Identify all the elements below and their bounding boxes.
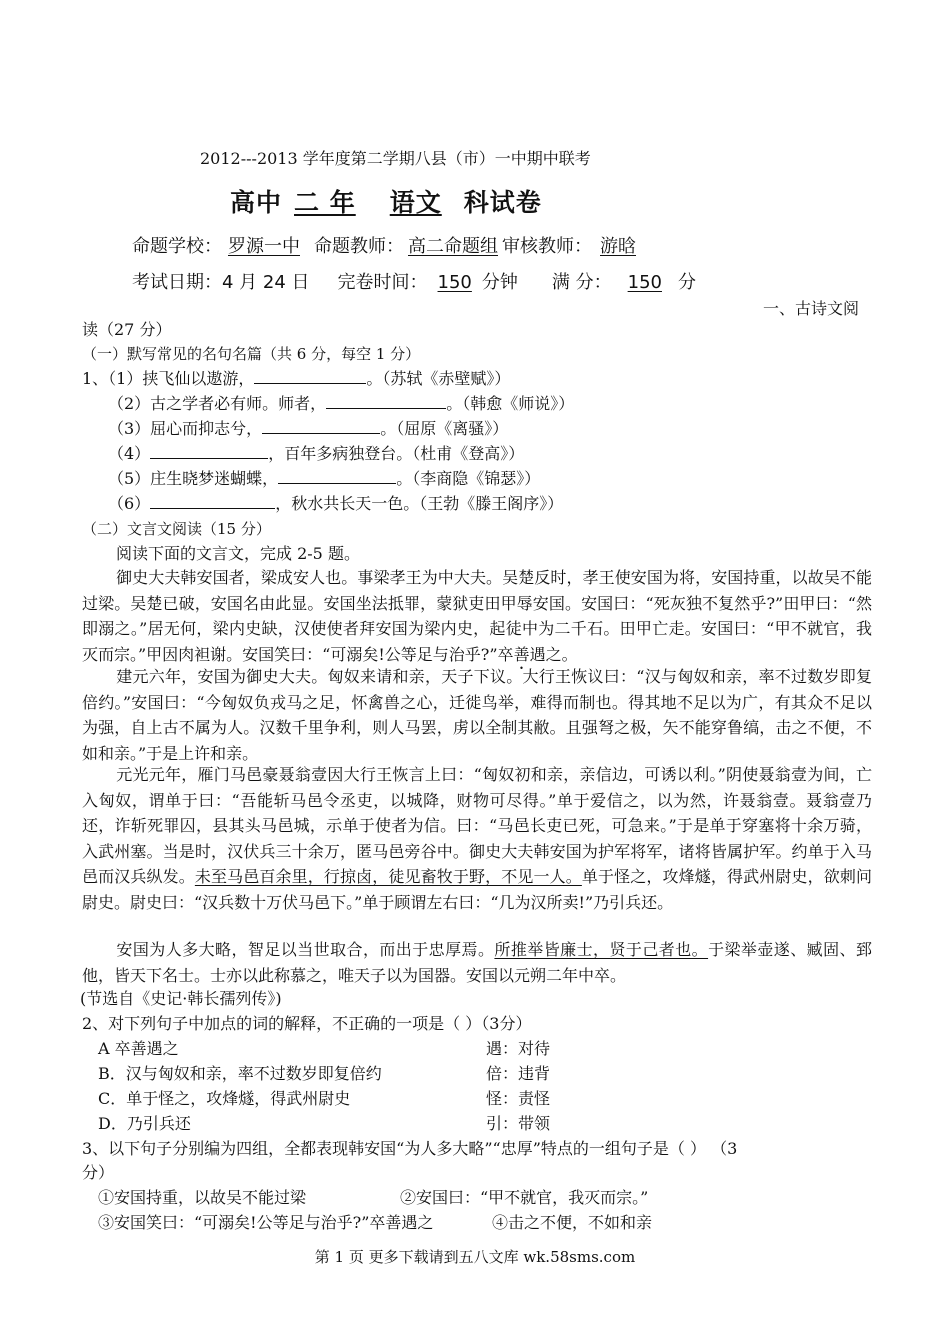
title-grade: 二 年 <box>294 188 356 217</box>
school-value: 罗源一中 <box>228 236 300 257</box>
score-value: 150 <box>627 272 662 293</box>
q1-item-5: （5）庄生晓梦迷蝴蝶， 。（李商隐《锦瑟》） <box>108 469 541 488</box>
question-3: 3、以下句子分别编为四组，全都表现韩安国“为人多大略”“忠厚”特点的一组句子是（ ） （3 <box>82 1139 738 1158</box>
time-unit: 分钟 <box>481 272 518 293</box>
page-footer: 第 1 页 更多下载请到五八文库 wk.58sms.com <box>314 1248 636 1266</box>
q1-item-2: （2）古之学者必有师。师者， 。（韩愈《师说》） <box>108 394 575 413</box>
reading-intro: 阅读下面的文言文，完成 2-5 题。 <box>116 544 360 563</box>
dotted-word: 善 <box>513 644 530 664</box>
answer-blank[interactable] <box>254 369 366 384</box>
passage-paragraph-1: 御史大夫韩安国者，梁成安人也。事梁孝王为中大夫。吴楚反时，孝王使安国为将，安国持重，以故吴不能过梁。吴楚已破，安国名由此显。安国坐法抵罪，蒙狱吏田甲辱安国。安国曰：“死灰独不复然乎?”田甲曰：“然即溺之。”居无何，梁内史缺，汉使使者拜安国为梁内史，起徒中为二千石。田甲亡走。安国曰：“甲不就官，我灭而宗。”甲因肉袒谢。安国笑曰：“可溺矣!公等足与治乎?”卒善遇之。 <box>82 568 872 664</box>
teacher-value: 高二命题组 <box>408 236 498 257</box>
passage-source: (节选自《史记·韩长孺列传》) <box>80 989 282 1008</box>
title-suffix: 科试卷 <box>463 188 542 217</box>
exam-title <box>230 183 542 219</box>
q3-row-1: ①安国持重，以故吴不能过梁 ②安国曰：“甲不就官，我灭而宗。” <box>98 1188 649 1207</box>
exam-date: 考试日期：4 月 24 日 <box>132 272 310 293</box>
school-label: 命题学校： <box>132 236 222 257</box>
question-3-cont: 分） <box>82 1163 115 1182</box>
passage-paragraph-2: 建元六年，安国为御史大夫。匈奴来请和亲，天子下议。大行王恢议曰：“汉与匈奴和亲，率不过数岁即复倍约。”安国曰：“今匈奴负戎马之足，怀禽兽之心，迁徙鸟举，难得而制也。得其地不足以为广，有其众不足以为强，自上古不属为人。汉数千里争利，则人马罢，虏以全制其敝。且强弩之极，矢不能穿鲁缟，击之不便，不如和亲。”于是上许和亲。 <box>82 667 872 763</box>
q1-item-1: 1、（1）挟飞仙以遨游， 。（苏轼《赤壁赋》） <box>82 369 511 388</box>
time-label: 完卷时间： <box>337 272 428 293</box>
q1-item-3: （3）屈心而抑志兮， 。（屈原《离骚》） <box>108 419 509 438</box>
exam-authors-line <box>132 232 644 258</box>
q3-row-2: ③安国笑曰：“可溺矣!公等足与治乎?”卒善遇之 ④击之不便，不如和亲 <box>98 1213 653 1232</box>
q2-option-d: D．乃引兵还 引：带领 <box>98 1114 551 1133</box>
answer-blank[interactable] <box>262 419 380 434</box>
passage-paragraph-3: 元光元年，雁门马邑豪聂翁壹因大行王恢言上曰：“匈奴初和亲，亲信边，可诱以利。”阴使聂翁壹为间，亡入匈奴，谓单于曰：“吾能斩马邑令丞吏，以城降，财物可尽得。”单于爱信之，以为然，许聂翁壹。聂翁壹乃还，诈斩死罪囚，县其头马邑城，示单于使者为信。曰：“马邑长吏已死，可急来。”于是单于穿塞将十余万骑，入武州塞。当是时，汉伏兵三十余万，匿马邑旁谷中。御史大夫韩安国为护军将军，诸将皆属护军。约单于入马邑而汉兵纵发。未至马邑百余里，行掠卤，徒见畜牧于野，不见一人。单于怪之，攻烽燧，得武州尉史，欲刺问尉史。尉史曰：“汉兵数十万伏马邑下。”单于顾谓左右曰：“几为汉所卖!”乃引兵还。 <box>82 765 872 912</box>
answer-blank[interactable] <box>326 394 446 409</box>
answer-blank[interactable] <box>150 444 268 459</box>
underlined-sentence: 未至马邑百余里，行掠卤，徒见畜牧于野，不见一人。 <box>194 867 582 886</box>
q2-option-a: A 卒善遇之 遇：对待 <box>98 1039 551 1058</box>
q2-option-b: B．汉与匈奴和亲，率不过数岁即复倍约 倍：违背 <box>98 1064 551 1083</box>
q2-option-c: C．单于怪之，攻烽燧，得武州尉史 怪：责怪 <box>98 1089 551 1108</box>
answer-blank[interactable] <box>150 494 275 509</box>
score-label: 满 分： <box>551 272 612 293</box>
title-subject: 语文 <box>389 188 442 217</box>
underlined-sentence: 所推举皆廉士，贤于己者也。 <box>494 940 709 959</box>
question-2: 2、对下列句子中加点的词的解释，不正确的一项是（ ）（3分） <box>82 1014 532 1033</box>
section-title-part1: 一、古诗文阅 <box>763 299 860 318</box>
reviewer-label: 审核教师： <box>502 236 592 257</box>
title-prefix: 高中 <box>230 188 283 217</box>
subsection-1-title: （一）默写常见的名句名篇（共 6 分，每空 1 分） <box>82 345 421 363</box>
q1-item-4: （4） ，百年多病独登台。（杜甫《登高》） <box>108 444 525 463</box>
passage-paragraph-4: 安国为人多大略，智足以当世取合，而出于忠厚焉。所推举皆廉士，贤于己者也。于梁举壶遂、臧固、郅他，皆天下名士。士亦以此称慕之，唯天子以为国器。安国以元朔二年中卒。 <box>82 940 872 985</box>
q1-item-6: （6） ，秋水共长天一色。（王勃《滕王阁序》） <box>108 494 564 513</box>
teacher-label: 命题教师： <box>314 236 404 257</box>
answer-blank[interactable] <box>278 469 396 484</box>
score-unit: 分 <box>677 272 696 293</box>
exam-subtitle: 2012---2013 学年度第二学期八县（市）一中期中联考 <box>200 149 591 168</box>
reviewer-value: 游晗 <box>600 236 636 257</box>
exam-time-line <box>132 268 696 294</box>
time-value: 150 <box>437 272 472 293</box>
section-title-part2: 读（27 分） <box>82 320 172 339</box>
subsection-2-title: （二）文言文阅读（15 分） <box>82 520 271 538</box>
